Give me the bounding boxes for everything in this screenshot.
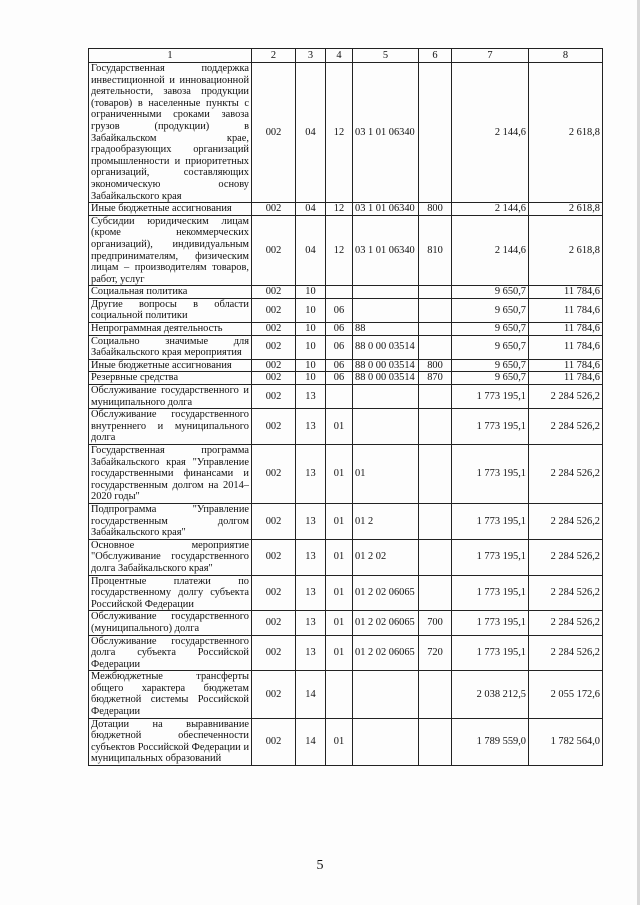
amount-cell-7: 9 650,7 <box>452 359 529 372</box>
table-row <box>89 409 603 445</box>
section-cell: 10 <box>296 298 326 322</box>
target-article-cell <box>353 385 419 409</box>
amount-cell-8: 2 284 526,2 <box>529 611 603 635</box>
amount-cell-8: 11 784,6 <box>529 372 603 385</box>
section-cell: 13 <box>296 385 326 409</box>
item-name: Резервные средства <box>89 372 252 385</box>
section-cell: 14 <box>296 718 326 765</box>
target-article-cell: 01 2 02 06065 <box>353 575 419 611</box>
item-name: Иные бюджетные ассигнования <box>89 359 252 372</box>
code-cell: 002 <box>252 63 296 203</box>
budget-table <box>88 48 603 766</box>
header-cell: 2 <box>252 49 296 63</box>
section-cell: 13 <box>296 445 326 504</box>
amount-cell-7: 1 773 195,1 <box>452 539 529 575</box>
target-article-cell <box>353 718 419 765</box>
item-name: Обслуживание государственного внутреннего и муниципального долга <box>89 409 252 445</box>
expense-type-cell <box>419 445 452 504</box>
item-name: Социальная политика <box>89 286 252 299</box>
target-article-cell: 03 1 01 06340 <box>353 63 419 203</box>
section-cell: 13 <box>296 611 326 635</box>
target-article-cell: 88 0 00 03514 <box>353 359 419 372</box>
code-cell: 002 <box>252 359 296 372</box>
expense-type-cell: 700 <box>419 611 452 635</box>
amount-cell-7: 1 773 195,1 <box>452 611 529 635</box>
section-cell: 04 <box>296 63 326 203</box>
code-cell: 002 <box>252 215 296 286</box>
target-article-cell: 88 0 00 03514 <box>353 335 419 359</box>
code-cell: 002 <box>252 611 296 635</box>
expense-type-cell <box>419 298 452 322</box>
expense-type-cell <box>419 718 452 765</box>
amount-cell-8: 2 284 526,2 <box>529 385 603 409</box>
item-name: Обслуживание государственного долга субъекта Российской Федерации <box>89 635 252 671</box>
amount-cell-8: 1 782 564,0 <box>529 718 603 765</box>
section-cell: 10 <box>296 335 326 359</box>
expense-type-cell <box>419 409 452 445</box>
subsection-cell: 06 <box>326 298 353 322</box>
amount-cell-8: 2 284 526,2 <box>529 409 603 445</box>
item-name: Межбюджетные трансферты общего характера бюджетам бюджетной системы Российской Федерации <box>89 671 252 718</box>
code-cell: 002 <box>252 671 296 718</box>
amount-cell-8: 2 618,8 <box>529 215 603 286</box>
table-row <box>89 635 603 671</box>
expense-type-cell <box>419 575 452 611</box>
subsection-cell: 01 <box>326 718 353 765</box>
target-article-cell <box>353 671 419 718</box>
amount-cell-8: 2 284 526,2 <box>529 575 603 611</box>
code-cell: 002 <box>252 286 296 299</box>
subsection-cell: 12 <box>326 63 353 203</box>
expense-type-cell <box>419 503 452 539</box>
subsection-cell: 12 <box>326 203 353 216</box>
expense-type-cell <box>419 323 452 336</box>
table-row <box>89 359 603 372</box>
expense-type-cell <box>419 63 452 203</box>
expense-type-cell <box>419 335 452 359</box>
code-cell: 002 <box>252 575 296 611</box>
table-row <box>89 445 603 504</box>
table-row <box>89 575 603 611</box>
header-cell: 8 <box>529 49 603 63</box>
amount-cell-8: 2 055 172,6 <box>529 671 603 718</box>
amount-cell-7: 2 144,6 <box>452 63 529 203</box>
target-article-cell <box>353 409 419 445</box>
header-cell: 4 <box>326 49 353 63</box>
section-cell: 14 <box>296 671 326 718</box>
table-row <box>89 63 603 203</box>
expense-type-cell <box>419 385 452 409</box>
table-row <box>89 335 603 359</box>
header-cell: 3 <box>296 49 326 63</box>
item-name: Дотации на выравнивание бюджетной обеспеченности субъектов Российской Федерации и муниципальных образований <box>89 718 252 765</box>
item-name: Процентные платежи по государственному долгу субъекта Российской Федерации <box>89 575 252 611</box>
item-name: Социально значимые для Забайкальского края мероприятия <box>89 335 252 359</box>
amount-cell-7: 9 650,7 <box>452 372 529 385</box>
target-article-cell: 01 <box>353 445 419 504</box>
subsection-cell: 12 <box>326 215 353 286</box>
subsection-cell: 06 <box>326 372 353 385</box>
table-row <box>89 718 603 765</box>
amount-cell-7: 1 773 195,1 <box>452 635 529 671</box>
expense-type-cell <box>419 539 452 575</box>
section-cell: 13 <box>296 539 326 575</box>
header-cell: 5 <box>353 49 419 63</box>
item-name: Государственная поддержка инвестиционной и инновационной деятельности, завоза продукции (товаров) в населенные пункты с ограниченными сроками завоза грузов (продукции) в Забайкальском крае, градообразующих организаций промышленности и приоритетных организаций, составляющих экономическую основу Забайкальского края <box>89 63 252 203</box>
amount-cell-7: 9 650,7 <box>452 286 529 299</box>
section-cell: 04 <box>296 215 326 286</box>
code-cell: 002 <box>252 718 296 765</box>
item-name: Другие вопросы в области социальной политики <box>89 298 252 322</box>
amount-cell-7: 1 773 195,1 <box>452 385 529 409</box>
target-article-cell <box>353 298 419 322</box>
item-name: Обслуживание государственного (муниципального) долга <box>89 611 252 635</box>
amount-cell-8: 11 784,6 <box>529 323 603 336</box>
amount-cell-7: 2 038 212,5 <box>452 671 529 718</box>
section-cell: 13 <box>296 409 326 445</box>
table-row <box>89 286 603 299</box>
header-cell: 6 <box>419 49 452 63</box>
subsection-cell: 06 <box>326 323 353 336</box>
amount-cell-8: 11 784,6 <box>529 286 603 299</box>
header-row <box>89 49 603 63</box>
subsection-cell: 01 <box>326 503 353 539</box>
section-cell: 04 <box>296 203 326 216</box>
amount-cell-8: 2 284 526,2 <box>529 635 603 671</box>
section-cell: 13 <box>296 575 326 611</box>
item-name: Основное мероприятие "Обслуживание государственного долга Забайкальского края" <box>89 539 252 575</box>
amount-cell-8: 11 784,6 <box>529 298 603 322</box>
amount-cell-7: 2 144,6 <box>452 203 529 216</box>
amount-cell-7: 9 650,7 <box>452 335 529 359</box>
target-article-cell: 01 2 02 <box>353 539 419 575</box>
section-cell: 10 <box>296 372 326 385</box>
item-name: Субсидии юридическим лицам (кроме некоммерческих организаций), индивидуальным предпринимателям, физическим лицам – производителям товаров, работ, услуг <box>89 215 252 286</box>
target-article-cell: 01 2 <box>353 503 419 539</box>
code-cell: 002 <box>252 203 296 216</box>
section-cell: 10 <box>296 286 326 299</box>
subsection-cell <box>326 286 353 299</box>
amount-cell-7: 2 144,6 <box>452 215 529 286</box>
amount-cell-8: 2 284 526,2 <box>529 503 603 539</box>
header-cell: 1 <box>89 49 252 63</box>
amount-cell-7: 1 773 195,1 <box>452 503 529 539</box>
amount-cell-7: 1 773 195,1 <box>452 409 529 445</box>
code-cell: 002 <box>252 539 296 575</box>
table-row <box>89 372 603 385</box>
code-cell: 002 <box>252 323 296 336</box>
code-cell: 002 <box>252 635 296 671</box>
item-name: Обслуживание государственного и муниципального долга <box>89 385 252 409</box>
target-article-cell <box>353 286 419 299</box>
subsection-cell: 06 <box>326 335 353 359</box>
subsection-cell: 01 <box>326 635 353 671</box>
subsection-cell: 01 <box>326 445 353 504</box>
table-row <box>89 503 603 539</box>
item-name: Подпрограмма "Управление государственным долгом Забайкальского края" <box>89 503 252 539</box>
expense-type-cell: 720 <box>419 635 452 671</box>
section-cell: 10 <box>296 323 326 336</box>
amount-cell-8: 2 284 526,2 <box>529 539 603 575</box>
amount-cell-8: 11 784,6 <box>529 359 603 372</box>
subsection-cell: 06 <box>326 359 353 372</box>
amount-cell-8: 2 618,8 <box>529 203 603 216</box>
subsection-cell: 01 <box>326 539 353 575</box>
subsection-cell: 01 <box>326 611 353 635</box>
amount-cell-8: 2 284 526,2 <box>529 445 603 504</box>
section-cell: 13 <box>296 635 326 671</box>
table-row <box>89 203 603 216</box>
code-cell: 002 <box>252 385 296 409</box>
subsection-cell: 01 <box>326 575 353 611</box>
subsection-cell <box>326 671 353 718</box>
expense-type-cell: 870 <box>419 372 452 385</box>
page-number: 5 <box>316 858 324 873</box>
code-cell: 002 <box>252 298 296 322</box>
expense-type-cell: 810 <box>419 215 452 286</box>
amount-cell-8: 2 618,8 <box>529 63 603 203</box>
table-row <box>89 539 603 575</box>
subsection-cell: 01 <box>326 409 353 445</box>
target-article-cell: 01 2 02 06065 <box>353 635 419 671</box>
amount-cell-7: 9 650,7 <box>452 323 529 336</box>
target-article-cell: 03 1 01 06340 <box>353 215 419 286</box>
table-body <box>89 63 603 766</box>
target-article-cell: 88 <box>353 323 419 336</box>
expense-type-cell: 800 <box>419 359 452 372</box>
header-cell: 7 <box>452 49 529 63</box>
code-cell: 002 <box>252 503 296 539</box>
table-row <box>89 323 603 336</box>
amount-cell-7: 1 773 195,1 <box>452 445 529 504</box>
amount-cell-7: 1 789 559,0 <box>452 718 529 765</box>
target-article-cell: 03 1 01 06340 <box>353 203 419 216</box>
amount-cell-8: 11 784,6 <box>529 335 603 359</box>
code-cell: 002 <box>252 409 296 445</box>
table-row <box>89 385 603 409</box>
code-cell: 002 <box>252 372 296 385</box>
section-cell: 13 <box>296 503 326 539</box>
amount-cell-7: 9 650,7 <box>452 298 529 322</box>
expense-type-cell <box>419 671 452 718</box>
table-row <box>89 215 603 286</box>
table-row <box>89 671 603 718</box>
target-article-cell: 88 0 00 03514 <box>353 372 419 385</box>
amount-cell-7: 1 773 195,1 <box>452 575 529 611</box>
expense-type-cell: 800 <box>419 203 452 216</box>
code-cell: 002 <box>252 335 296 359</box>
subsection-cell <box>326 385 353 409</box>
item-name: Непрограммная деятельность <box>89 323 252 336</box>
item-name: Иные бюджетные ассигнования <box>89 203 252 216</box>
target-article-cell: 01 2 02 06065 <box>353 611 419 635</box>
section-cell: 10 <box>296 359 326 372</box>
expense-type-cell <box>419 286 452 299</box>
item-name: Государственная программа Забайкальского края "Управление государственными финансами и государственным долгом на 2014–2020 годы" <box>89 445 252 504</box>
table-row <box>89 298 603 322</box>
table-row <box>89 611 603 635</box>
code-cell: 002 <box>252 445 296 504</box>
